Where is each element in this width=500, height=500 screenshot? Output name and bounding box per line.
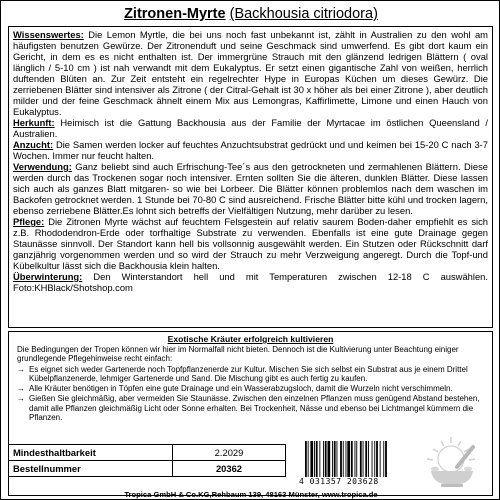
info-text	[13, 29, 488, 293]
arrow-icon: →	[17, 394, 25, 404]
text-ueberwinterung: Den Winterstandort hell und mit Temperaturen zwischen 12-18 C auswählen. Foto:KHBlack/Shotshop.com	[13, 271, 488, 293]
spec-value-best-before: 2.2029	[173, 445, 286, 461]
spec-label-best-before: Mindesthaltbarkeit	[9, 445, 173, 461]
label-herkunft: Herkunft:	[13, 117, 55, 128]
exotic-title: Exotische Kräuter erfolgreich kultivieren	[167, 334, 334, 344]
barcode-bar	[340, 441, 342, 477]
barcode-bar	[332, 441, 333, 477]
text-anzucht: Die Samen werden locker auf feuchtes Anzuchtsubstrat gedrückt und und keimen bei 15-20 C nach 3-7 Wochen. Immer nur feucht halten.	[13, 139, 488, 161]
page-title	[1, 6, 500, 22]
barcode-bar	[383, 441, 384, 477]
spec-value-order-number: 20362	[173, 461, 286, 477]
text-verwendung: Ganz beliebt sind auch Erfrischung-Tee´s aus den getrockneten und zermahlenen Blättern. Diese werden durch das Trockenen sogar noch intensiver. Ernten sollten Sie die älteren, dunklen Blätter. Diese lassen sich auch als ganzes Blatt mitgaren- so wie bei Lorbeer. Die Blätter können problemlos nach dem waschen im Backofen getrocknet werden. 1 Stunde bei 70-80 C sind ausreichend. Frische Blätter bitte kühl und trocken lagern, ebenso zerriebene Blätter.Es lohnt sich betreffs der Vielfältigen Nutzung, mehr darüber zu lesen.	[13, 161, 488, 216]
exotic-list	[17, 365, 482, 422]
barcode-bar	[347, 441, 350, 477]
barcode-bar	[316, 441, 318, 477]
barcode-bar	[328, 441, 331, 477]
barcode-bar	[334, 441, 336, 477]
table-row	[9, 445, 286, 461]
barcode-bar	[343, 441, 344, 477]
barcode-bar	[319, 441, 320, 477]
barcode-bar	[372, 441, 373, 477]
barcode-digits: 4 031357 203628	[299, 477, 379, 486]
list-item: → Gießen Sie gleichmäßig, aber vermeiden Sie Staunässe. Zwischen den einzelnen Pflanzen muss genügend Abstand bestehen, damit alle Pflanzen gleichmäßig Licht oder Sonne erhalten. Bei Trockenheit, Nässe und ebenso bei Lichtmangel kümmern die Pflanzen.	[17, 394, 480, 423]
barcode-bar	[385, 441, 387, 477]
label-anzucht: Anzucht:	[13, 139, 54, 150]
arrow-icon: →	[17, 365, 25, 374]
exotic-intro: Die Bedingungen der Tropen können wir hier im Normalfall nicht bieten. Dennoch ist die Kultivierung unter Beachtung einiger grundlegende Pflegehinweise recht einfach:	[17, 345, 459, 364]
barcode-bar	[376, 441, 378, 477]
barcode-bar	[314, 441, 315, 477]
barcode-bar	[351, 441, 353, 477]
barcode-bar	[323, 441, 324, 477]
barcode-bar	[365, 441, 367, 477]
info-box	[8, 26, 493, 328]
barcode-bar	[374, 441, 375, 477]
label-pflege: Pflege:	[13, 216, 45, 227]
barcode-bar	[363, 441, 364, 477]
label-verwendung: Verwendung:	[13, 161, 72, 172]
list-item: → Es eignet sich weder Gartenerde noch Topfpflanzenerde zur Kultur. Mischen Sie sich selbst ein Substrat aus je einem Drittel Kübelpflanzenerde, lehmiger Gartenerde und Sand. Die Mischung gibt es auch fertig zu kaufen.	[17, 365, 468, 384]
barcode-bar	[380, 441, 381, 477]
list-item: → Alle Kräuter benötigen in Töpfen eine gute Drainage und ein Wasserabzugsloch, damit die Wurzeln nicht verschimmeln.	[17, 384, 453, 394]
table-row	[9, 461, 286, 477]
mortar-and-pestle-icon	[421, 433, 483, 489]
barcode-bar	[368, 441, 369, 477]
barcode-icon	[303, 441, 413, 479]
barcode-bar	[325, 441, 327, 477]
barcode-bar	[360, 441, 362, 477]
text-herkunft: Heimisch ist die Gattung Backhousia aus der Familie der Myrtacae im östlichen Queensland / Australien.	[13, 117, 488, 139]
arrow-icon: →	[17, 384, 25, 394]
barcode-bar	[356, 441, 357, 477]
title-main: Zitronen-Myrte	[124, 6, 226, 22]
barcode-bar	[346, 441, 347, 477]
spec-label-order-number: Bestellnummer	[9, 461, 173, 477]
barcode-bar	[305, 441, 307, 477]
barcode-bar	[337, 441, 338, 477]
barcode-bar	[308, 441, 309, 477]
spec-table	[8, 444, 286, 477]
label-wissenswertes: Wissenswertes:	[13, 29, 84, 40]
barcode-bar	[355, 441, 356, 477]
title-latin: (Backhousia citriodora)	[229, 6, 378, 22]
text-wissenswertes: Die Lemon Myrtle, die bei uns noch fast unbekannt ist, zählt in Australien zu den wohl am häufigsten benutzen Gewürze. Der Zitronenduft und seine Geschmack sind umwerfend. Es gibt dort kaum ein Gericht, in dem es es nicht enthalten ist. Der immergrüne Strauch mit den glänzend ledrigen Blättern ( oval länglich / 5-10 cm ) ist nah verwandt mit dem Eukalyptus. Er setzt einen gigantische Zahl von weißen, herrlich duftenden Blüten an. Zur Zeit entsteht ein regelrechter Hype in Europas Küchen um dieses Gewürz. Die zerriebenen Blätter sind intensiver als Zitrone ( der Citral-Gehalt ist 30 x höher als bei einer Zitrone ), aber deutlich milder und der feine Geschmack ähnelt einem Mix aus Lemongras, Kaffirlimette, Limone und einen Hauch von Eukalyptus.	[13, 29, 488, 117]
text-pflege: Die Zitronen Myrte wächst auf feuchtem Felsgestein auf relativ saurem Boden-daher empfiehlt es sich z.B. Rhododendron-Erde oder torfhaltige Substrate zu verwenden. Ebenfalls ist eine gute Drainage gegen Staunässe sinnvoll. Der Standort kann hell bis vollsonnig ausgewählt werden. Ein Stutzen oder Rückschnitt darf ganzjährig vorgenommen werden und so wird der Strauch zu mehr Verzweigung angeregt. Durch die Topf-und Kübelkultur lässt sich die Backhousia klein halten.	[13, 216, 488, 271]
label-ueberwinterung: Überwinterung:	[13, 271, 83, 282]
barcode-bar	[310, 441, 313, 477]
footer-address: Tropica GmbH & Co.KG,Rehbaum 139, 48163 Münster, www.tropica.de	[124, 490, 378, 499]
